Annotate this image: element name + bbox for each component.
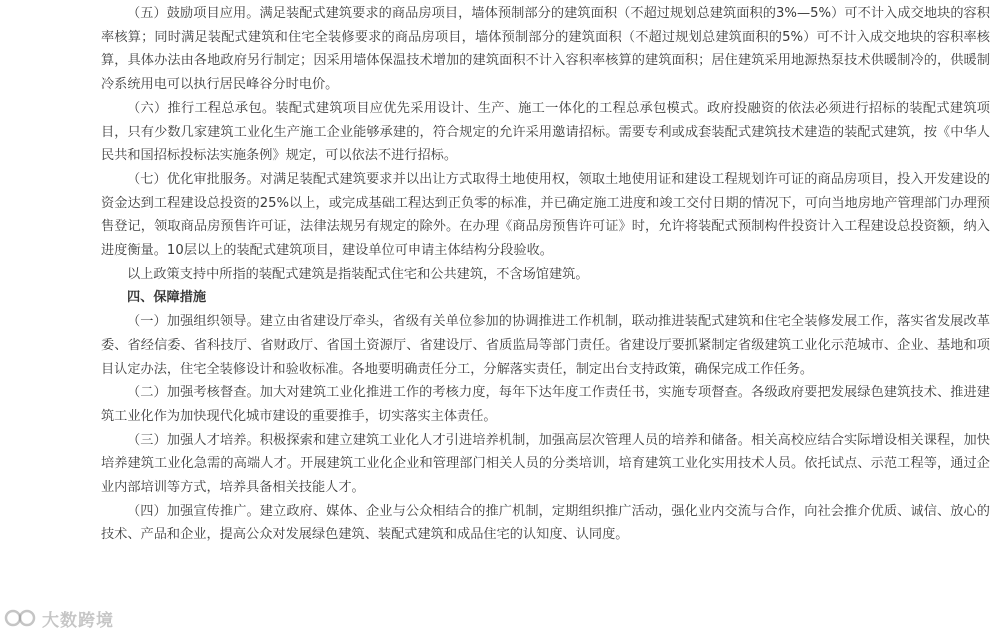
watermark-text: 大数跨境: [42, 610, 114, 631]
paragraph-1-organization-leadership: （一）加强组织领导。建立由省建设厅牵头，省级有关单位参加的协调推进工作机制，联动推进装配式建筑和住宅全装修发展工作，落实省发展改革委、省经信委、省科技厅、省财政厅、省国土资源厅、省建设厅、省质监局等部门责任。省建设厅要抓紧制定省级建筑工业化示范城市、企业、基地和项目认定办法，住宅全装修设计和验收标准。各地要明确责任分工，分解落实责任，制定出台支持政策，确保完成工作任务。: [101, 314, 990, 377]
paragraph-6-general-contracting: （六）推行工程总承包。装配式建筑项目应优先采用设计、生产、施工一体化的工程总承包模式。政府投融资的依法必须进行招标的装配式建筑项目，只有少数几家建筑工业化生产施工企业能够承建的，符合规定的允许采用邀请招标。需要专利或成套装配式建筑技术建造的装配式建筑，按《中华人民共和国招标投标法实施条例》规定，可以依法不进行招标。: [101, 100, 990, 164]
paragraph-2-assessment-supervision: （二）加强考核督查。加大对建筑工业化推进工作的考核力度，每年下达年度工作责任书，实施专项督查。各级政府要把发展绿色建筑技术、推进建筑工业化作为加快现代化城市建设的重要推手，切实落实主体责任。: [101, 385, 990, 424]
paragraph-7-approval-services: （七）优化审批服务。对满足装配式建筑要求并以出让方式取得土地使用权，领取土地使用证和建设工程规划许可证的商品房项目，投入开发建设的资金达到工程建设总投资的25%以上，或完成基础工程达到正负零的标准，并已确定施工进度和竣工交付日期的情况下，可向当地房地产管理部门办理预售登记，领取商品房预售许可证，法律法规另有规定的除外。在办理《商品房预售许可证》时，允许将装配式预制构件投资计入工程建设总投资额，纳入进度衡量。10层以上的装配式建筑项目，建设单位可申请主体结构分段验收。: [101, 171, 990, 259]
paragraph-policy-scope: 以上政策支持中所指的装配式建筑是指装配式住宅和公共建筑，不含场馆建筑。: [127, 266, 589, 282]
paragraph-3-talent-training: （三）加强人才培养。积极探索和建立建筑工业化人才引进培养机制，加强高层次管理人员的培养和储备。相关高校应结合实际增设相关课程，加快培养建筑工业化急需的高端人才。开展建筑工业化企业和管理部门相关人员的分类培训，培育建筑工业化实用技术人员。依托试点、示范工程等，通过企业内部培训等方式，培养具备相关技能人才。: [101, 432, 990, 496]
paragraph-4-publicity-promotion: （四）加强宣传推广。建立政府、媒体、企业与公众相结合的推广机制，定期组织推广活动，强化业内交流与合作，向社会推介优质、诚信、放心的技术、产品和企业，提高公众对发展绿色建筑、装配式建筑和成品住宅的认知度、认同度。: [101, 503, 990, 543]
section-heading-safeguards: 四、保障措施: [127, 290, 207, 306]
paragraph-5-project-application: （五）鼓励项目应用。满足装配式建筑要求的商品房项目，墙体预制部分的建筑面积（不超过规划总建筑面积的3%—5%）可不计入成交地块的容积率核算；同时满足装配式建筑和住宅全装修要求的商品房项目，墙体预制部分的建筑面积（不超过规划总建筑面积的5%）可不计入成交地块的容积率核算，具体办法由各地政府另行制定；因采用墙体保温技术增加的建筑面积不计入容积率核算的建筑面积；居住建筑采用地源热泵技术供暖制冷的，供暖制冷系统用电可以执行居民峰谷分时电价。: [101, 6, 990, 93]
